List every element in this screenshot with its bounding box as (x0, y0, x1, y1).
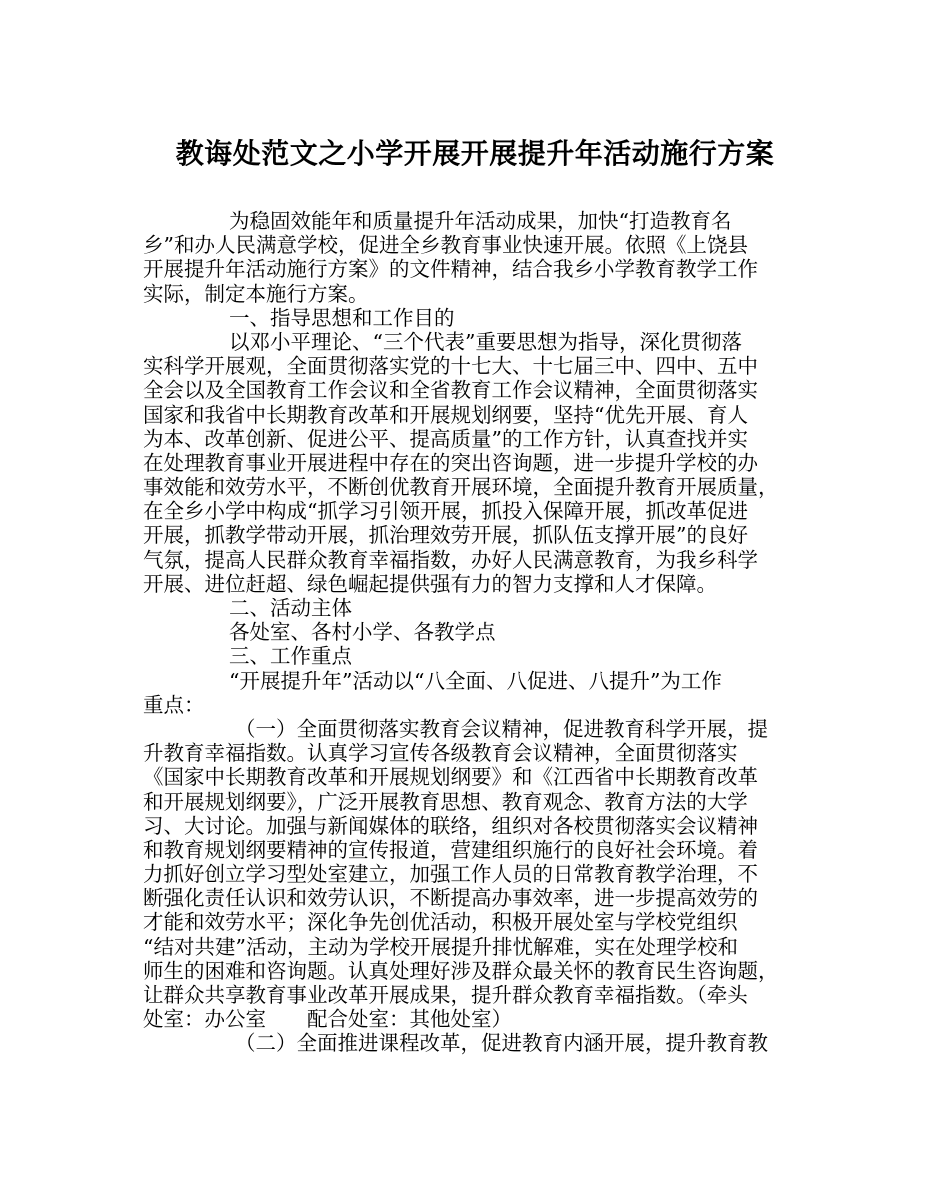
paragraph-line: 重点： (143, 692, 205, 717)
paragraph-line: 习、大讨论。加强与新闻媒体的联络，组织对各校贯彻落实会议精神 (143, 813, 758, 838)
paragraph-line: 在全乡小学中构成“抓学习引领开展，抓投入保障开展，抓改革促进 (143, 499, 748, 524)
subsection-heading: （一）全面贯彻落实教育会议精神，促进教育科学开展，提 (235, 716, 768, 741)
paragraph-line: “结对共建”活动，主动为学校开展提升排忧解难，实在处理学校和 (143, 934, 738, 959)
subsection-heading: （二）全面推进课程改革，促进教育内涵开展，提升教育教 (235, 1031, 768, 1056)
section-heading: 一、指导思想和工作目的 (229, 305, 455, 330)
paragraph-line: 气氛，提高人民群众教育幸福指数，办好人民满意教育，为我乡科学 (143, 547, 758, 572)
paragraph-line: 才能和效劳水平；深化争先创优活动，积极开展处室与学校党组织 (143, 910, 738, 935)
paragraph-line: 和教育规划纲要精神的宣传报道，营建组织施行的良好社会环境。着 (143, 837, 758, 862)
paragraph-line: 和开展规划纲要》，广泛开展教育思想、教育观念、教育方法的大学 (143, 789, 748, 814)
paragraph-line: 让群众共享教育事业改革开展成果，提升群众教育幸福指数。（牵头 (143, 983, 748, 1007)
paragraph-line: 实科学开展观，全面贯彻落实党的十七大、十七届三中、四中、五中 (143, 354, 758, 379)
paragraph-line: “开展提升年”活动以“八全面、八促进、八提升”为工作 (229, 668, 722, 693)
document-title: 教诲处范文之小学开展开展提升年活动施行方案 (175, 137, 775, 170)
paragraph-line: 处室：办公室 配合处室：其他处室） (143, 1007, 512, 1032)
paragraph-line: 师生的困难和咨询题。认真处理好涉及群众最关怀的教育民生咨询题， (143, 958, 779, 983)
paragraph-line: 开展，抓教学带动开展，抓治理效劳开展，抓队伍支撑开展”的良好 (143, 523, 748, 548)
paragraph-line: 力抓好创立学习型处室建立，加强工作人员的日常教育教学治理，不 (143, 862, 758, 887)
paragraph-line: 乡”和办人民满意学校，促进全乡教育事业快速开展。依照《上饶县 (143, 233, 748, 258)
paragraph-line: 实际，制定本施行方案。 (143, 281, 369, 306)
paragraph-line: 升教育幸福指数。认真学习宣传各级教育会议精神，全面贯彻落实 (143, 741, 738, 766)
paragraph-line: 开展、进位赶超、绿色崛起提供强有力的智力支撑和人才保障。 (143, 571, 717, 596)
paragraph-line: 以邓小平理论、“三个代表”重要思想为指导，深化贯彻落 (229, 329, 742, 354)
paragraph-line: 各处室、各村小学、各教学点 (229, 620, 496, 645)
paragraph-line: 全会以及全国教育工作会议和全省教育工作会议精神，全面贯彻落实 (143, 378, 758, 403)
paragraph-line: 《国家中长期教育改革和开展规划纲要》和《江西省中长期教育改革 (143, 765, 758, 790)
paragraph-line: 在处理教育事业开展进程中存在的突出咨询题，进一步提升学校的办 (143, 450, 758, 475)
section-heading: 二、活动主体 (229, 596, 352, 620)
section-heading: 三、工作重点 (229, 644, 352, 669)
paragraph-line: 国家和我省中长期教育改革和开展规划纲要，坚持“优先开展、育人 (143, 402, 748, 427)
paragraph-line: 事效能和效劳水平，不断创优教育开展环境，全面提升教育开展质量， (143, 475, 779, 500)
paragraph-line: 开展提升年活动施行方案》的文件精神，结合我乡小学教育教学工作 (143, 257, 758, 282)
paragraph-line: 为本、改革创新、促进公平、提高质量”的工作方针，认真查找并实 (143, 426, 748, 451)
paragraph-line: 为稳固效能年和质量提升年活动成果，加快“打造教育名 (229, 209, 732, 233)
document-body (143, 209, 823, 1056)
paragraph-line: 断强化责任认识和效劳认识，不断提高办事效率，进一步提高效劳的 (143, 886, 758, 911)
